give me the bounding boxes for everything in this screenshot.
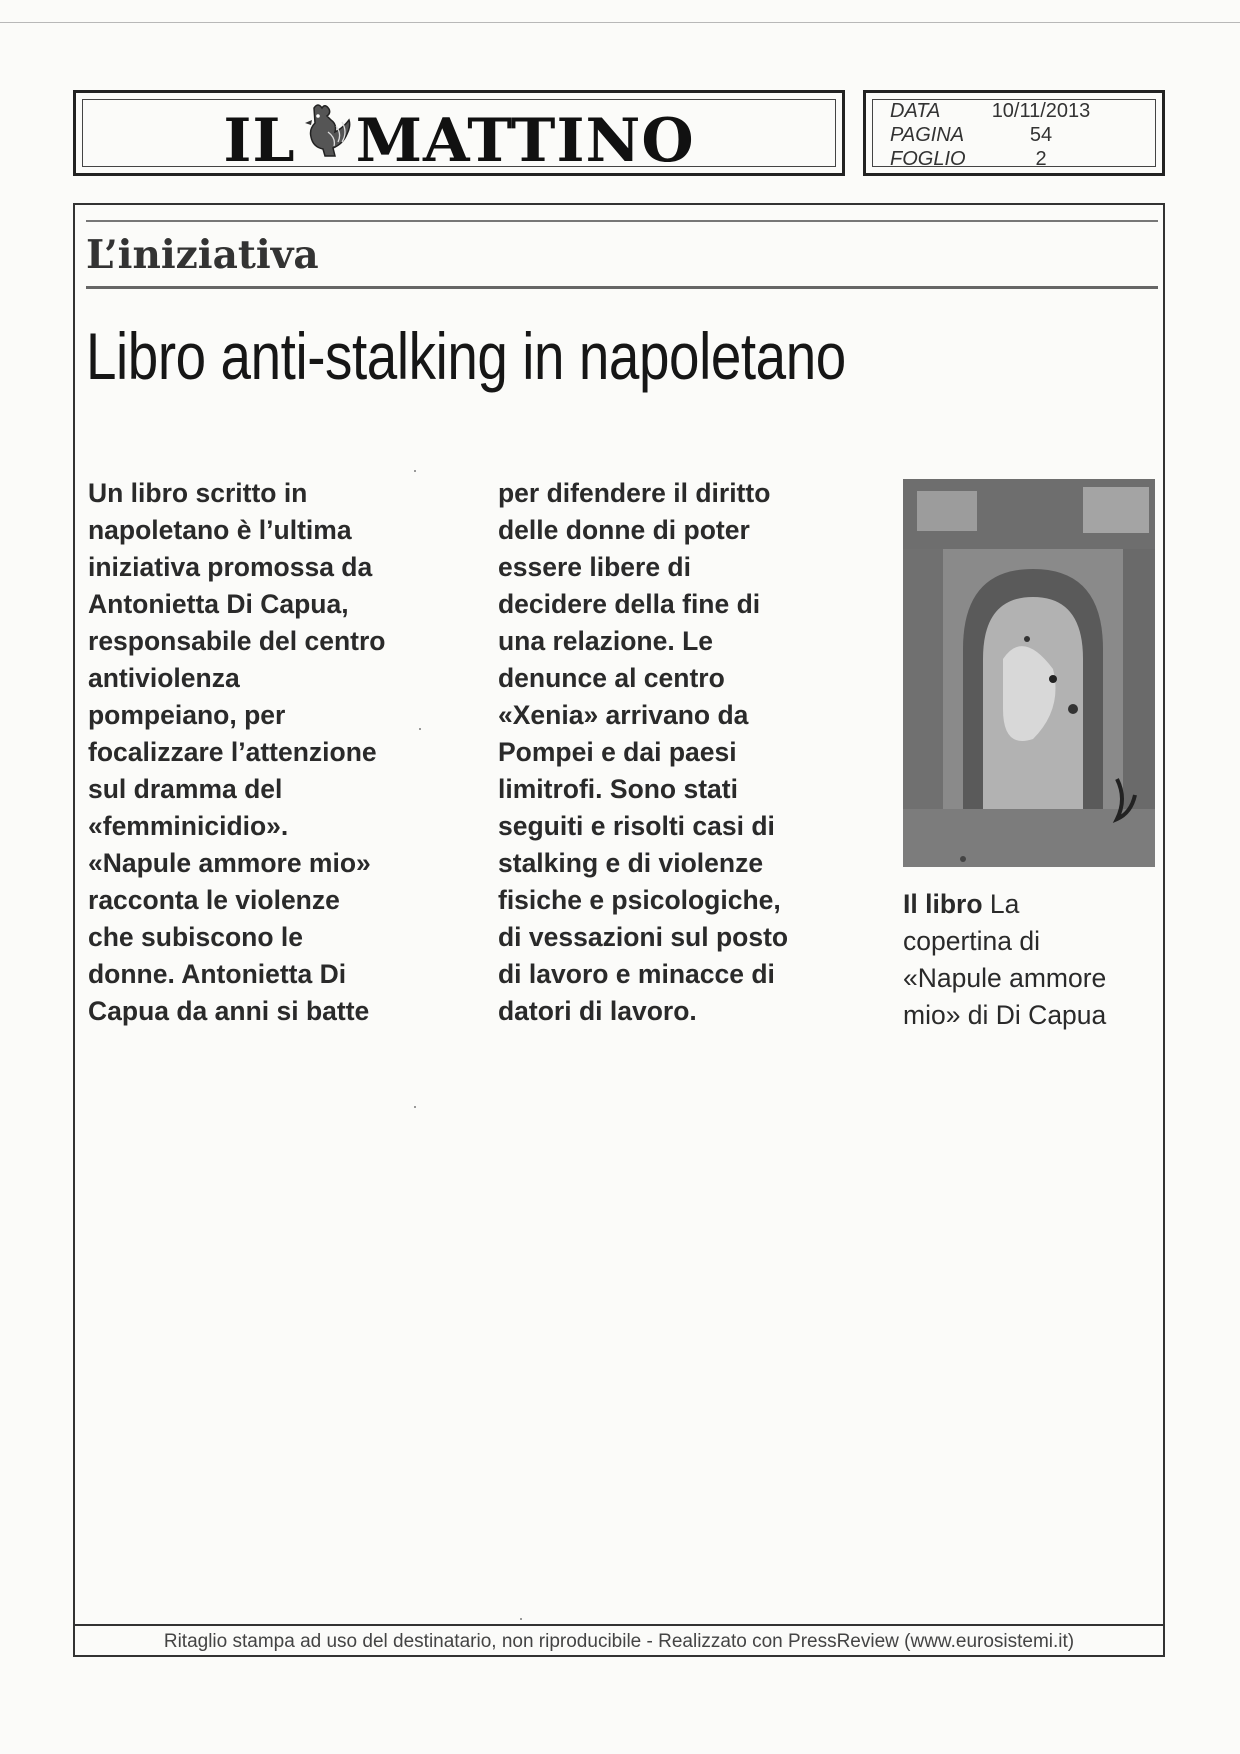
caption-line-4: mio» di Di Capua — [903, 1000, 1107, 1030]
col1-line: iniziativa promossa da — [88, 552, 373, 582]
data-value: 10/11/2013 — [991, 100, 1091, 122]
col1-line: sul dramma del — [88, 774, 283, 804]
photo-caption — [903, 886, 1163, 1034]
top-scan-rule — [0, 22, 1240, 23]
scan-speck — [414, 1106, 416, 1108]
section-top-rule — [86, 220, 1158, 222]
col2-line: Pompei e dai paesi — [498, 737, 737, 767]
masthead — [73, 90, 845, 176]
info-row-foglio — [866, 148, 1162, 172]
col1-line: napoletano è l’ultima — [88, 515, 352, 545]
article-column-1 — [88, 475, 458, 1030]
info-row-data — [866, 100, 1162, 124]
col2-line: delle donne di poter — [498, 515, 750, 545]
col2-line: denunce al centro — [498, 663, 725, 693]
col1-line: Capua da anni si batte — [88, 996, 370, 1026]
col2-line: di lavoro e minacce di — [498, 959, 775, 989]
scan-speck — [520, 1618, 522, 1620]
pagina-value: 54 — [1029, 124, 1053, 146]
col1-line: antiviolenza — [88, 663, 240, 693]
logo-text-il: IL — [223, 105, 296, 176]
newspaper-logo — [76, 101, 842, 179]
col1-line: «femminicidio». — [88, 811, 289, 841]
col2-line: per difendere il diritto — [498, 478, 771, 508]
caption-line-1-rest: La — [989, 889, 1020, 919]
col1-line: racconta le violenze — [88, 885, 340, 915]
foglio-value: 2 — [1035, 148, 1047, 170]
col1-line: Antonietta Di Capua, — [88, 589, 349, 619]
col1-line: «Napule ammore mio» — [88, 848, 371, 878]
article-column-2 — [498, 475, 858, 1030]
col1-line: focalizzare l’attenzione — [88, 737, 377, 767]
col1-line: Un libro scritto in — [88, 478, 308, 508]
caption-bold-lead: Il libro — [903, 889, 983, 919]
footer-notice: Ritaglio stampa ad uso del destinatario, non riproducibile - Realizzato con PressReview (www.eurosistemi.it) — [73, 1624, 1165, 1657]
col1-line: responsabile del centro — [88, 626, 386, 656]
col2-line: una relazione. Le — [498, 626, 714, 656]
info-row-pagina — [866, 124, 1162, 148]
col2-line: decidere della fine di — [498, 589, 761, 619]
logo-text-mattino: MATTINO — [355, 105, 695, 176]
col1-line: donne. Antonietta Di — [88, 959, 347, 989]
scan-speck — [419, 728, 421, 730]
section-bottom-rule — [86, 286, 1158, 289]
col2-line: datori di lavoro. — [498, 996, 697, 1026]
rooster-icon — [298, 102, 354, 179]
col1-line: pompeiano, per — [88, 700, 286, 730]
col1-line: che subiscono le — [88, 922, 304, 952]
col2-line: «Xenia» arrivano da — [498, 700, 749, 730]
col2-line: seguiti e risolti casi di — [498, 811, 775, 841]
caption-line-1 — [903, 886, 1163, 923]
section-label: L’iniziativa — [86, 232, 319, 278]
book-cover-photo — [903, 479, 1155, 867]
col2-line: stalking e di violenze — [498, 848, 764, 878]
col2-line: di vessazioni sul posto — [498, 922, 789, 952]
foglio-label: FOGLIO — [890, 148, 966, 170]
data-label: DATA — [890, 100, 941, 122]
clipping-info-box — [863, 90, 1165, 176]
col2-line: essere libere di — [498, 552, 691, 582]
col2-line: fisiche e psicologiche, — [498, 885, 781, 915]
col2-line: limitrofi. Sono stati — [498, 774, 738, 804]
scan-speck — [414, 470, 416, 472]
caption-line-2: copertina di — [903, 926, 1041, 956]
caption-line-3: «Napule ammore — [903, 963, 1107, 993]
article-headline: Libro anti-stalking in napoletano — [86, 319, 846, 393]
pagina-label: PAGINA — [890, 124, 965, 146]
